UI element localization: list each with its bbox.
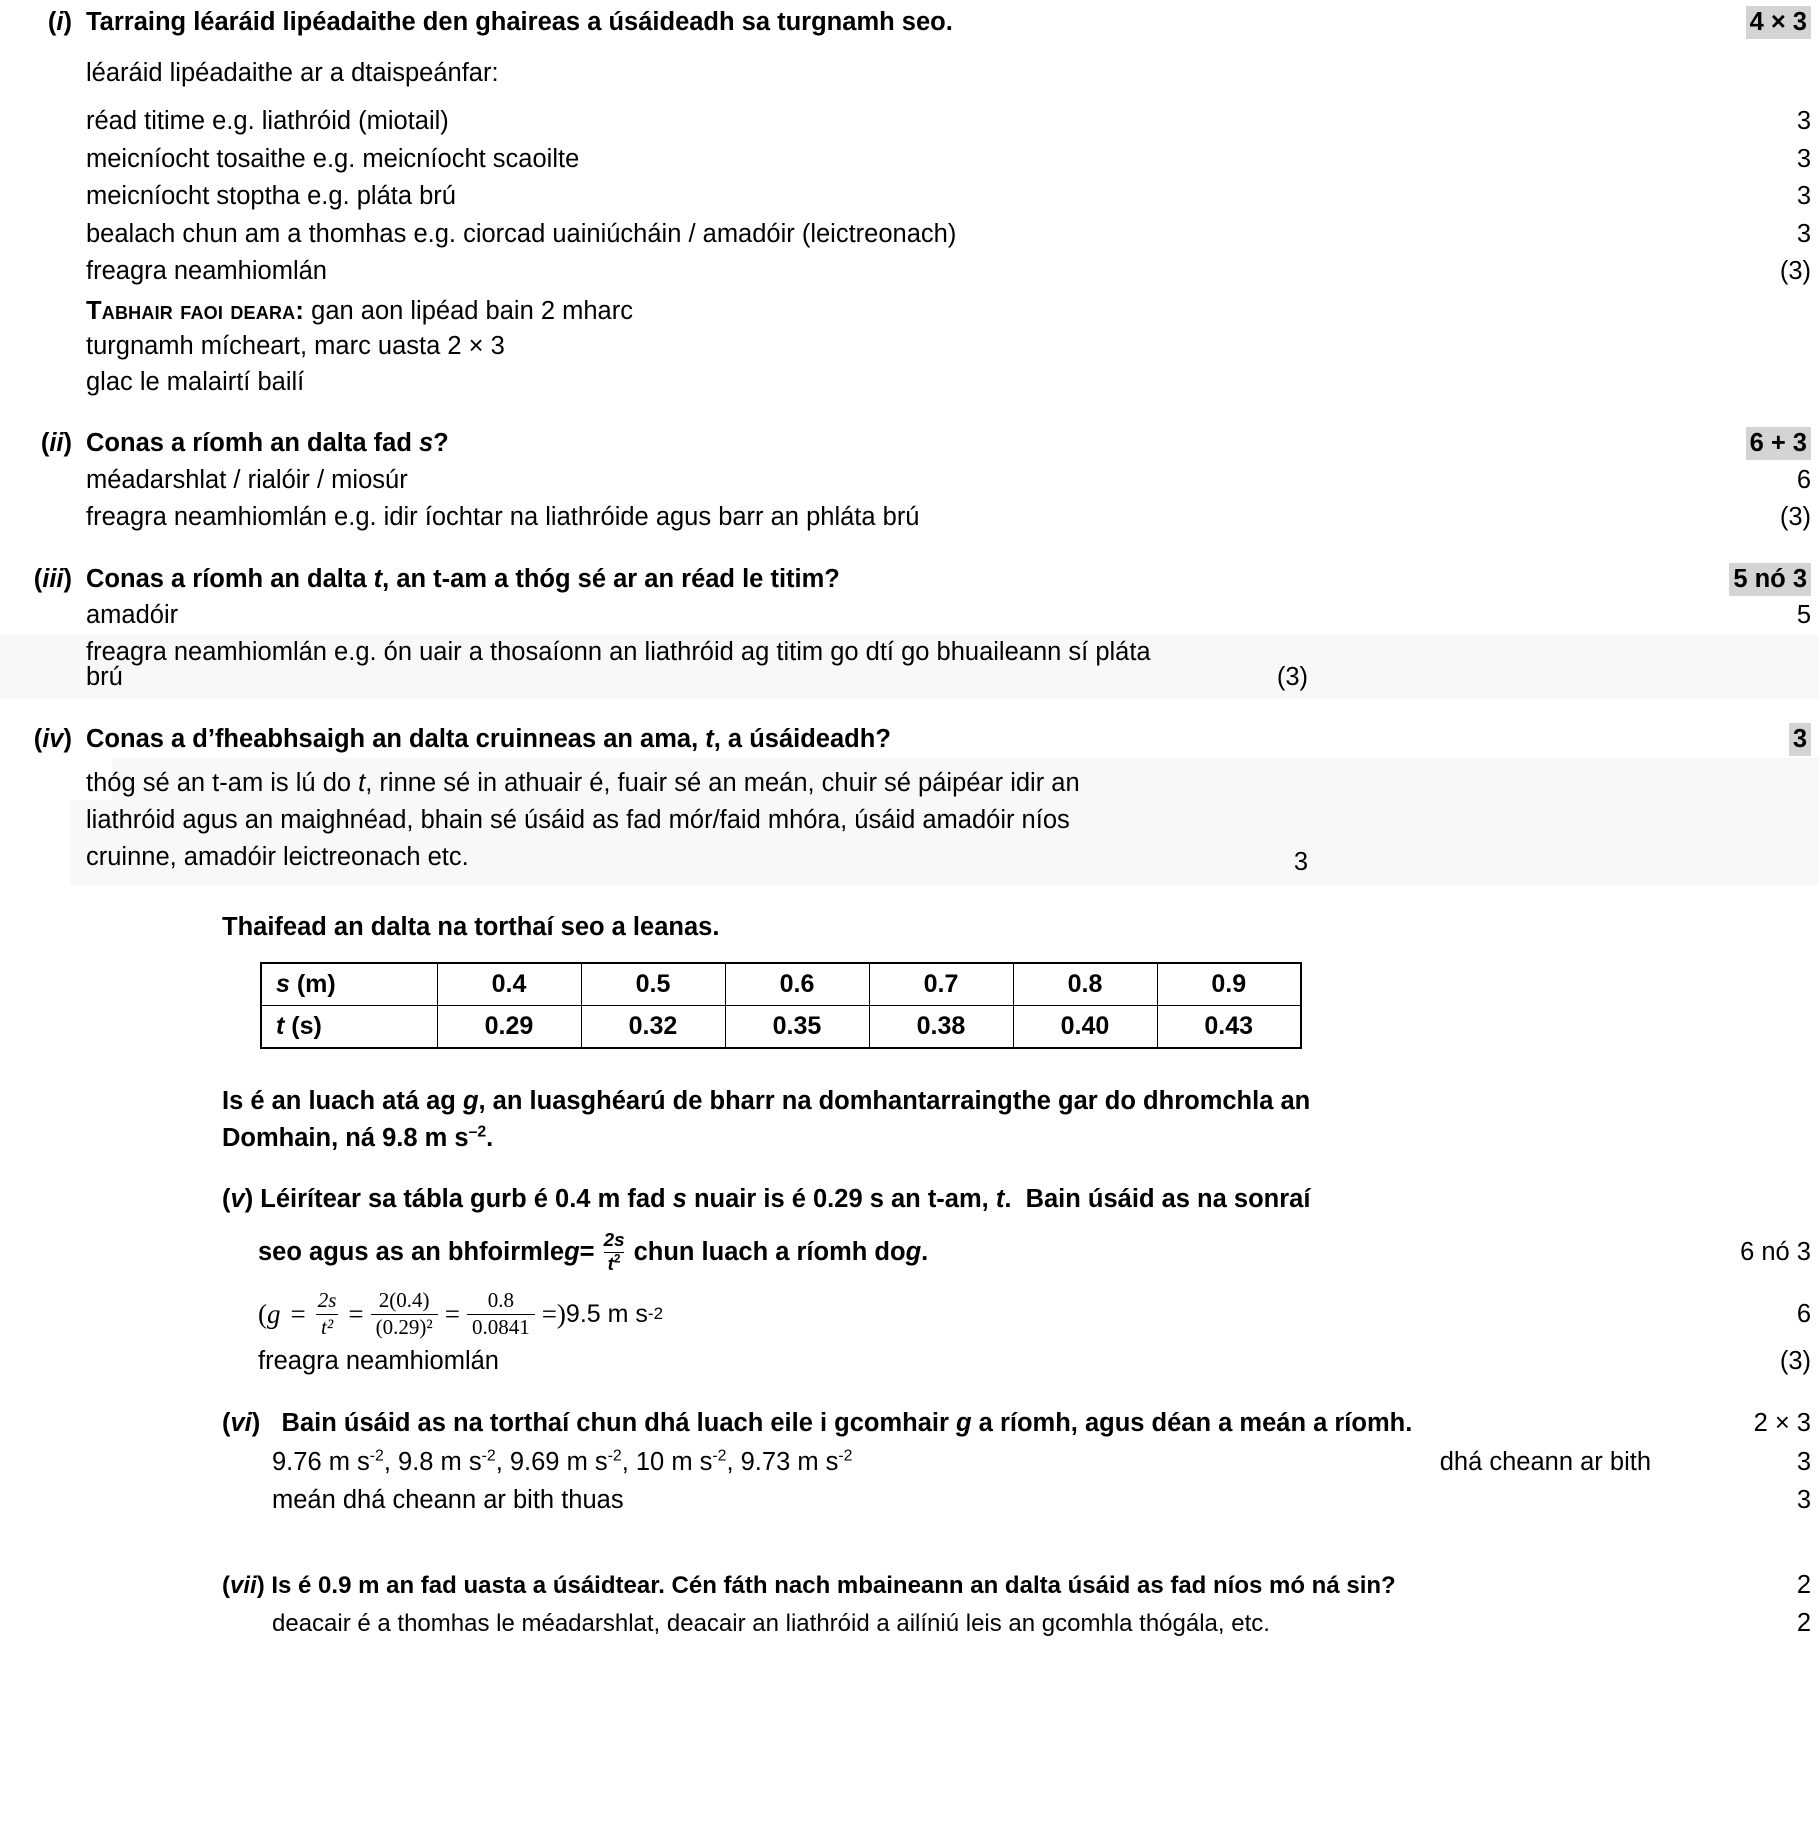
table-cell: 0.5 (581, 963, 725, 1006)
variable-g: g (564, 1238, 580, 1267)
part-ii-total-marks: 6 + 3 (1669, 431, 1819, 457)
part-i-answer-4-mark: 3 (1796, 219, 1811, 248)
part-v-block (0, 1187, 1819, 1375)
results-table-wrapper (260, 962, 1819, 1049)
variable-g: g (956, 1408, 972, 1437)
table-cell: 0.6 (725, 963, 869, 1006)
part-vi-values-line (0, 1447, 1819, 1477)
part-iv-answer-1: thóg sé an t-am is lú do t, rinne sé in athuair é, fuair sé an meán, chuir sé páipéar idir an liathróid agus an maighnéad, bhain sé úsáid as fad mór/faid mhóra, úsáid amadóir níos cruinne, amadóir leictreonach etc. (86, 769, 1080, 871)
part-v-total-marks: 6 nó 3 (1740, 1238, 1811, 1267)
table-cell: 0.40 (1013, 1006, 1157, 1049)
part-i-total-marks: 4 × 3 (1669, 10, 1819, 36)
note-line (86, 367, 1819, 396)
fraction-0-8-over-0-0841: $\frac{0.8}{0.0841}$ (467, 1289, 535, 1339)
part-ii-answer-block (86, 465, 1819, 531)
part-v-question-line-1 (0, 1187, 1819, 1213)
part-iv-highlighted-answer (0, 758, 1819, 885)
part-vi-question-line (0, 1408, 1819, 1437)
results-table (260, 962, 1302, 1049)
part-vii-mark: 2 (1796, 1608, 1811, 1637)
part-iv-total-marks: 3 (1669, 727, 1819, 753)
part-vii-question-text: (vii) Is é 0.9 m an fad uasta a úsáidtear. Cén fáth nach mbaineann an dalta úsáid as fad níos mó ná sin? (222, 1572, 1396, 1600)
variable-t: t (705, 724, 714, 753)
marking-scheme-page (0, 10, 1819, 1838)
part-vi-block (0, 1408, 1819, 1514)
part-i-label: (i) (47, 8, 72, 36)
answer-line (86, 184, 1819, 210)
part-i-note-1 (86, 296, 1669, 325)
part-vi-values: 9.76 m $s^{-2}$, 9.8 m $s^{-2}$, 9.69 m $s^{-2}$, 10 m $s^{-2}$, 9.73 m $s^{-2}$ dhá cheann ar bith (0, 1450, 1669, 1476)
part-v-question-text-2: seo agus as an bhfoirmle g = $\frac{2s}{t^2}$ chun luach a ríomh do g . (258, 1228, 929, 1274)
answer-line (86, 219, 1819, 248)
part-i-answer-4: bealach chun am a thomhas e.g. ciorcad uainiúcháin / amadóir (leictreonach) (86, 219, 957, 248)
row-header-t: t (s) (261, 1006, 437, 1049)
variable-g: g (267, 1298, 281, 1329)
part-i-note-3: glac le malairtí bailí (86, 367, 305, 396)
part-i-answer-1-mark: 3 (1796, 107, 1811, 135)
part-iv-question-row (0, 724, 1819, 753)
table-cell: 0.43 (1157, 1006, 1301, 1049)
answer-line (86, 637, 1819, 691)
part-iii-question-row (0, 564, 1819, 593)
part-ii-answer-2: freagra neamhiomlán e.g. idir íochtar na liathróide agus barr an phláta brú (86, 503, 920, 531)
table-cell: 0.7 (869, 963, 1013, 1006)
part-vi-answer-2: meán dhá cheann ar bith thuas (272, 1485, 624, 1514)
answer-line (86, 603, 1819, 629)
part-iii-label: (iii) (33, 564, 72, 593)
part-vii-total-marks: 2 (1796, 1571, 1811, 1600)
answer-line (86, 465, 1819, 494)
part-ii-answer-1-mark: 6 (1796, 465, 1811, 494)
part-iii-answer-1: amadóir (86, 601, 179, 629)
part-vi-mark-1: 3 (1796, 1448, 1811, 1477)
part-i-answer-2-mark: 3 (1796, 144, 1811, 173)
part-vi-total-marks: 2 × 3 (1753, 1408, 1811, 1437)
part-i-answer-block (86, 58, 1819, 396)
g-value: 9.69 m $s^{-2}$ (509, 1447, 622, 1477)
variable-t: t (358, 769, 366, 797)
part-vi-note-right: dhá cheann ar bith (1439, 1448, 1651, 1477)
g-value: 9.8 m $s^{-2}$ (398, 1447, 496, 1477)
table-row (261, 1006, 1301, 1049)
part-vii-block (0, 1573, 1819, 1636)
table-cell: 0.8 (1013, 963, 1157, 1006)
part-iv-question-text: Conas a d’fheabhsaigh an dalta cruinneas an ama, t, a úsáideadh? (86, 724, 891, 753)
g-value: 10 m $s^{-2}$ (635, 1447, 727, 1477)
table-cell: 0.38 (869, 1006, 1013, 1049)
part-i-question-row (0, 10, 1819, 36)
part-v-working-mark: 6 (1796, 1299, 1811, 1328)
part-v-incomplete-line (0, 1349, 1819, 1375)
part-v-incomplete-text: freagra neamhiomlán (258, 1347, 499, 1376)
answer-line (86, 505, 1819, 531)
part-ii-label: (ii) (40, 429, 72, 457)
variable-g: g (462, 1087, 479, 1116)
table-cell: 0.35 (725, 1006, 869, 1049)
part-v-question-line-2 (0, 1228, 1819, 1276)
g-value: 9.76 m $s^{-2}$ (272, 1447, 384, 1477)
note-body: gan aon lipéad bain 2 mharc (304, 296, 633, 325)
part-iii-question-text: Conas a ríomh an dalta t, an t-am a thóg sé ar an réad le titim? (86, 564, 840, 593)
answer-line (86, 109, 1819, 135)
part-iii-highlighted-answer (0, 635, 1819, 699)
part-iii-answer-2-mark: (3) (1276, 663, 1308, 691)
answer-line (86, 758, 1819, 885)
part-i-answer-1: réad titime e.g. liathróid (miotail) (86, 107, 449, 135)
part-ii-question-row (0, 431, 1819, 457)
part-iii-answer-block (86, 603, 1819, 629)
part-iii-answer-1-mark: 5 (1796, 601, 1811, 629)
part-v-question-text-1: (v) Léirítear sa tábla gurb é 0.4 m fad s nuair is é 0.29 s an t-am, t. Bain úsáid as na sonraí (222, 1185, 1311, 1214)
part-vii-answer: deacair é a thomhas le méadarshlat, deacair an liathróid a ailíniú leis an gcomhla thógála, etc. (272, 1609, 1270, 1637)
part-vii-question-line (0, 1573, 1819, 1599)
part-ii-answer-2-mark: (3) (1779, 503, 1811, 531)
part-i-intro-line (86, 58, 1819, 87)
note-line (86, 334, 1819, 360)
variable-g: g (905, 1238, 922, 1267)
part-iii-total-marks: 5 nó 3 (1669, 567, 1819, 593)
part-ii-question-text: Conas a ríomh an dalta fad s? (86, 429, 449, 457)
row-header-s: s (m) (261, 963, 437, 1006)
part-i-answer-3: meicníocht stoptha e.g. pláta brú (86, 182, 456, 210)
note-line (86, 296, 1819, 325)
table-row (261, 963, 1301, 1006)
g-value-statement: Is é an luach atá ag g, an luasghéarú de bharr na domhantarraingthe gar do dhromchla an Domhain, ná 9.8 m $s^{-2}$. (222, 1087, 1311, 1153)
part-vi-answer2-line (0, 1485, 1819, 1514)
part-iv-label: (iv) (33, 724, 72, 753)
part-v-result: 9.5 m s (565, 1299, 648, 1328)
g-value: 9.73 m $s^{-2}$ (740, 1447, 853, 1477)
note-prefix: Tabhair faoi deara: (86, 296, 305, 325)
variable-s: s (418, 429, 434, 457)
part-v-working: ( g = $\frac{2s}{\text{t²}}$ = $\frac{2(0.4)}{\text{(0.29)²}}$ = $\frac{0.8}{0.0841}$ = ) 9.5 m s -2 (258, 1288, 664, 1339)
fraction-2s-over-t2: $\frac{2s}{\text{t²}}$ (317, 1288, 337, 1339)
part-i-answer-5: freagra neamhiomlán (86, 257, 327, 285)
fraction-2-0-4-over-0-29-squared: $\frac{2(0.4)}{\text{(0.29)²}}$ (371, 1289, 438, 1339)
part-iv-answer-1-mark: 3 (1293, 848, 1308, 877)
results-table-intro: Thaifead an dalta na torthaí seo a leanas. (222, 912, 720, 941)
part-ii-answer-1: méadarshlat / rialóir / miosúr (86, 465, 408, 494)
table-cell: 0.4 (437, 963, 581, 1006)
part-vi-question-text: (vi) Bain úsáid as na torthaí chun dhá luach eile i gcomhair g a ríomh, agus déan a meán a ríomh. (222, 1408, 1413, 1437)
part-i-answer-3-mark: 3 (1796, 182, 1811, 210)
formula-fraction-2s-over-t2: $\frac{2s}{t^2}$ (603, 1228, 625, 1274)
table-cell: 0.32 (581, 1006, 725, 1049)
part-i-answer-2: meicníocht tosaithe e.g. meicníocht scaoilte (86, 144, 580, 173)
part-i-answer-5-mark: (3) (1779, 257, 1811, 285)
answer-line (86, 259, 1819, 285)
part-v-working-line (0, 1289, 1819, 1339)
variable-t: t (373, 564, 383, 593)
part-i-intro-text: léaráid lipéadaithe ar a dtaispeánfar: (86, 58, 499, 87)
part-vi-mark-2: 3 (1796, 1485, 1811, 1514)
part-i-question-text: Tarraing léaráid lipéadaithe den ghaireas a úsáideadh sa turgnamh seo. (86, 8, 953, 36)
part-vii-answer-line (0, 1608, 1819, 1637)
table-cell: 0.9 (1157, 963, 1301, 1006)
answer-line (86, 144, 1819, 173)
table-cell: 0.29 (437, 1006, 581, 1049)
part-v-incomplete-mark: (3) (1779, 1347, 1811, 1376)
part-i-note-2: turgnamh mícheart, marc uasta 2 × 3 (86, 332, 505, 360)
part-iii-answer-2: freagra neamhiomlán e.g. ón uair a thosaíonn an liathróid ag titim go dtí go bhuaileann sí pláta brú (86, 637, 1151, 691)
exponent: –2 (468, 1123, 487, 1141)
